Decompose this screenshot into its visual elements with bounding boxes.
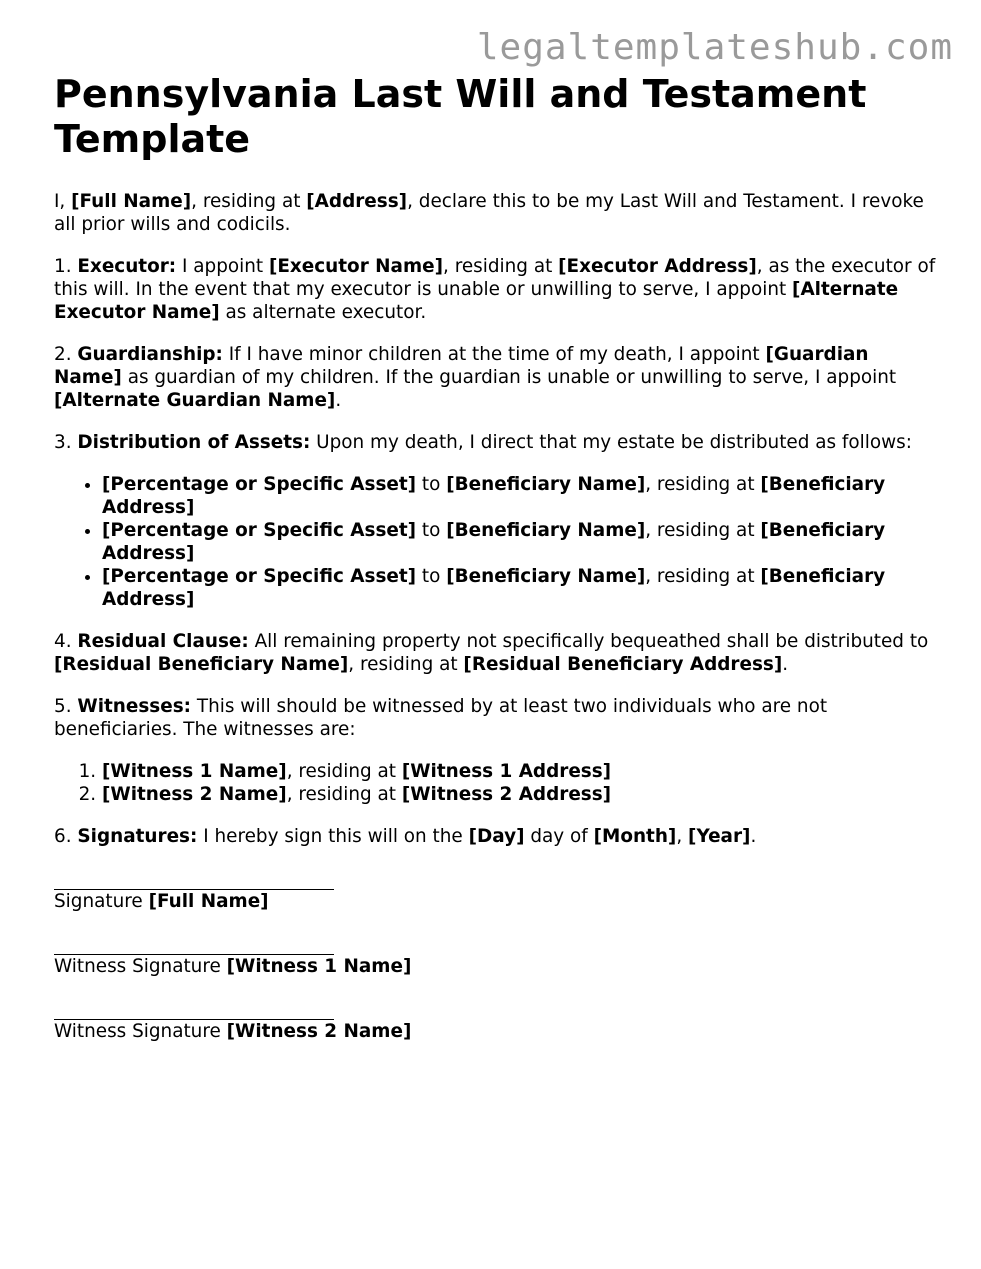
guardian-name-placeholder: [Guardian Name] [54,344,869,388]
signatures-heading: Signatures: [77,826,198,847]
residual-beneficiary-placeholder: [Residual Beneficiary Name] [54,654,349,675]
list-item: • [Percentage or Specific Asset] to [Beneficiary Name], residing at [Beneficiary Address] [102,565,939,611]
list-item: 2. [Witness 2 Name], residing at [Witness 2 Address] [102,783,939,806]
witnesses-section: 5. Witnesses: This will should be witnessed by at least two individuals who are not beneficiaries. The witnesses are: [54,696,828,740]
residual-section: 4. Residual Clause: All remaining property not specifically bequeathed shall be distributed to [Residual Beneficiary Name], residing at [Residual Beneficiary Address]. [54,631,929,675]
residual-heading: Residual Clause: [77,631,249,652]
document-page [54,72,939,1062]
witness-1-signature: Witness Signature [Witness 1 Name] [54,932,939,978]
residual-address-placeholder: [Residual Beneficiary Address] [463,654,783,675]
month-placeholder: [Month] [593,826,677,847]
alternate-executor-placeholder: [Alternate Executor Name] [54,279,899,323]
full-name-placeholder: [Full Name] [71,191,192,212]
intro-paragraph: I, [Full Name], residing at [Address], declare this to be my Last Will and Testament. I revoke all prior wills and codicils. [54,191,924,235]
signature-block [54,867,939,1043]
executor-section: 1. Executor: I appoint [Executor Name], residing at [Executor Address], as the executor of this will. In the event that my executor is unable or unwilling to serve, I appoint [Alternate Executor Name] as alternate executor. [54,256,936,323]
executor-heading: Executor: [77,256,177,277]
executor-name-placeholder: [Executor Name] [268,256,444,277]
year-placeholder: [Year] [688,826,751,847]
executor-address-placeholder: [Executor Address] [558,256,757,277]
page-title: Pennsylvania Last Will and Testament Template [54,72,867,161]
signature-line [54,997,334,1020]
guardianship-section: 2. Guardianship: If I have minor children at the time of my death, I appoint [Guardian Name] as guardian of my children. If the guardian is unable or unwilling to serve, I appoint [Alternate Guardian Name]. [54,344,897,411]
guardianship-heading: Guardianship: [77,344,223,365]
witness-2-signature: Witness Signature [Witness 2 Name] [54,997,939,1043]
distribution-section: 3. Distribution of Assets: Upon my death, I direct that my estate be distributed as follows: [54,432,912,453]
list-item: • [Percentage or Specific Asset] to [Beneficiary Name], residing at [Beneficiary Address] [102,519,939,565]
day-placeholder: [Day] [468,826,525,847]
signatures-section: 6. Signatures: I hereby sign this will on the [Day] day of [Month], [Year]. [54,826,757,847]
watermark: legaltemplateshub.com [476,27,953,68]
list-item: • [Percentage or Specific Asset] to [Beneficiary Name], residing at [Beneficiary Address] [102,473,939,519]
signature-line [54,867,334,890]
distribution-heading: Distribution of Assets: [77,432,311,453]
list-item: 1. [Witness 1 Name], residing at [Witness 1 Address] [102,760,939,783]
witness-list [54,760,939,806]
testator-signature: Signature [Full Name] [54,867,939,913]
alternate-guardian-placeholder: [Alternate Guardian Name] [54,390,336,411]
signature-line [54,932,334,955]
beneficiary-list [54,473,939,611]
address-placeholder: [Address] [306,191,408,212]
witnesses-heading: Witnesses: [77,696,192,717]
